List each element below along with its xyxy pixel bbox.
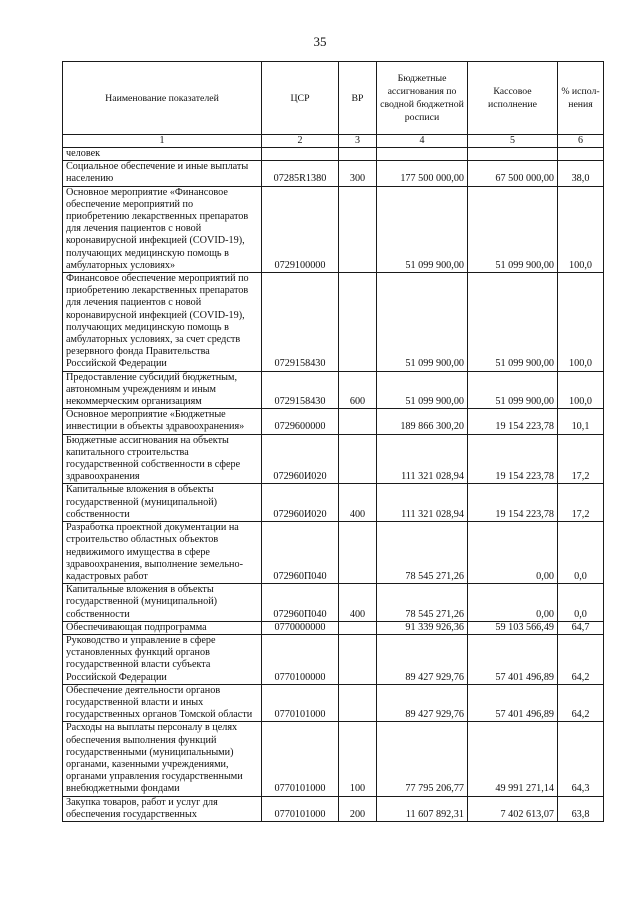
cell-pct: 100,0 [558,273,604,372]
cell-cash: 59 103 566,49 [468,621,558,634]
cell-budget: 51 099 900,00 [377,371,468,409]
cell-cash: 57 401 496,89 [468,634,558,684]
header-name: Наименование показателей [63,62,262,135]
table-row [63,796,604,821]
cell-pct: 64,2 [558,634,604,684]
page-number: 35 [313,34,327,49]
cell-name: Разработка проектной документации на строительство областных объектов недвижимого имущества в сфере здравоохранения, выполнение земельно-кадастровых работ [63,522,262,584]
cell-csr: 0729158430 [262,371,339,409]
table-row [63,621,604,634]
cell-budget: 51 099 900,00 [377,186,468,272]
cell-pct: 17,2 [558,434,604,484]
cell-budget: 177 500 000,00 [377,161,468,186]
column-numbers-row [63,135,604,148]
cell-vr [339,684,377,722]
cell-cash [468,148,558,161]
cell-name: Основное мероприятие «Финансовое обеспечение мероприятий по приобретению лекарственных препаратов для лечения пациентов с новой коронавирусной инфекцией (COVID-19), получающих медицинскую помощь в амбулаторных условиях» [63,186,262,272]
table-row [63,161,604,186]
table-row [63,484,604,522]
cell-pct: 63,8 [558,796,604,821]
cell-cash: 19 154 223,78 [468,409,558,434]
cell-budget: 89 427 929,76 [377,634,468,684]
cell-name: Бюджетные ассигнования на объекты капитального строительства государственной собственности в сфере здравоохранения [63,434,262,484]
cell-csr: 072960И020 [262,484,339,522]
header-budget: Бюджетные ассигнования по сводной бюджетной росписи [377,62,468,135]
cell-name: Закупка товаров, работ и услуг для обеспечения государственных [63,796,262,821]
cell-cash: 0,00 [468,584,558,622]
cell-budget [377,148,468,161]
cell-pct [558,148,604,161]
cell-budget: 111 321 028,94 [377,484,468,522]
cell-name: Капитальные вложения в объекты государственной (муниципальной) собственности [63,584,262,622]
column-number: 6 [558,135,604,148]
cell-name: Основное мероприятие «Бюджетные инвестиции в объекты здравоохранения» [63,409,262,434]
budget-execution-table [62,61,604,822]
table-row [63,584,604,622]
cell-vr [339,634,377,684]
cell-csr: 0770100000 [262,634,339,684]
cell-csr: 0770101000 [262,796,339,821]
table-row [63,371,604,409]
column-number: 2 [262,135,339,148]
cell-cash: 19 154 223,78 [468,434,558,484]
cell-name: Финансовое обеспечение мероприятий по приобретению лекарственных препаратов для лечения пациентов с новой коронавирусной инфекцией (COVID-19), получающих медицинскую помощь в амбулаторных условиях, за счет средств резервного фонда Правительства Российской Федерации [63,273,262,372]
cell-csr: 0729100000 [262,186,339,272]
cell-name: Обеспечивающая подпрограмма [63,621,262,634]
cell-vr: 200 [339,796,377,821]
cell-vr: 100 [339,722,377,796]
cell-cash: 7 402 613,07 [468,796,558,821]
cell-budget: 89 427 929,76 [377,684,468,722]
cell-csr: 072960И020 [262,434,339,484]
cell-cash: 0,00 [468,522,558,584]
cell-budget: 77 795 206,77 [377,722,468,796]
cell-vr [339,148,377,161]
cell-vr [339,522,377,584]
cell-csr: 07285R1380 [262,161,339,186]
cell-csr: 072960П040 [262,522,339,584]
table-row [63,273,604,372]
cell-csr: 072960П040 [262,584,339,622]
header-cash: Кассовое исполнение [468,62,558,135]
cell-pct: 100,0 [558,186,604,272]
table-row [63,434,604,484]
table-row [63,522,604,584]
cell-cash: 67 500 000,00 [468,161,558,186]
table-row [63,148,604,161]
cell-name: Социальное обеспечение и иные выплаты населению [63,161,262,186]
cell-vr [339,621,377,634]
cell-pct: 64,7 [558,621,604,634]
cell-vr [339,273,377,372]
cell-budget: 78 545 271,26 [377,522,468,584]
header-pct: % испол-нения [558,62,604,135]
cell-csr: 0729600000 [262,409,339,434]
cell-csr [262,148,339,161]
cell-vr: 300 [339,161,377,186]
cell-cash: 51 099 900,00 [468,371,558,409]
cell-name: Обеспечение деятельности органов государственной власти и иных государственных органов Томской области [63,684,262,722]
header-vr: ВР [339,62,377,135]
cell-vr [339,434,377,484]
cell-name: человек [63,148,262,161]
cell-vr: 400 [339,584,377,622]
cell-name: Руководство и управление в сфере установленных функций органов государственной власти субъекта Российской Федерации [63,634,262,684]
header-csr: ЦСР [262,62,339,135]
cell-pct: 100,0 [558,371,604,409]
cell-name: Капитальные вложения в объекты государственной (муниципальной) собственности [63,484,262,522]
cell-budget: 11 607 892,31 [377,796,468,821]
cell-name: Расходы на выплаты персоналу в целях обеспечения выполнения функций государственными (муниципальными) органами, казенными учреждениями, органами управления государственными внебюджетными фондами [63,722,262,796]
cell-vr [339,409,377,434]
table-row [63,634,604,684]
cell-csr: 0770101000 [262,722,339,796]
cell-budget: 189 866 300,20 [377,409,468,434]
cell-pct: 10,1 [558,409,604,434]
cell-cash: 51 099 900,00 [468,186,558,272]
cell-csr: 0729158430 [262,273,339,372]
cell-cash: 51 099 900,00 [468,273,558,372]
cell-budget: 51 099 900,00 [377,273,468,372]
cell-csr: 0770000000 [262,621,339,634]
table-row [63,684,604,722]
cell-vr [339,186,377,272]
cell-vr: 400 [339,484,377,522]
cell-vr: 600 [339,371,377,409]
cell-pct: 64,3 [558,722,604,796]
table-row [63,186,604,272]
cell-budget: 78 545 271,26 [377,584,468,622]
cell-cash: 19 154 223,78 [468,484,558,522]
cell-name: Предоставление субсидий бюджетным, автономным учреждениям и иным некоммерческим организациям [63,371,262,409]
cell-budget: 91 339 926,36 [377,621,468,634]
column-number: 4 [377,135,468,148]
cell-csr: 0770101000 [262,684,339,722]
cell-pct: 0,0 [558,584,604,622]
table-row [63,722,604,796]
cell-pct: 0,0 [558,522,604,584]
cell-pct: 64,2 [558,684,604,722]
table-row [63,409,604,434]
cell-pct: 38,0 [558,161,604,186]
header-row [63,62,604,135]
cell-cash: 57 401 496,89 [468,684,558,722]
column-number: 5 [468,135,558,148]
cell-cash: 49 991 271,14 [468,722,558,796]
column-number: 1 [63,135,262,148]
cell-budget: 111 321 028,94 [377,434,468,484]
cell-pct: 17,2 [558,484,604,522]
column-number: 3 [339,135,377,148]
